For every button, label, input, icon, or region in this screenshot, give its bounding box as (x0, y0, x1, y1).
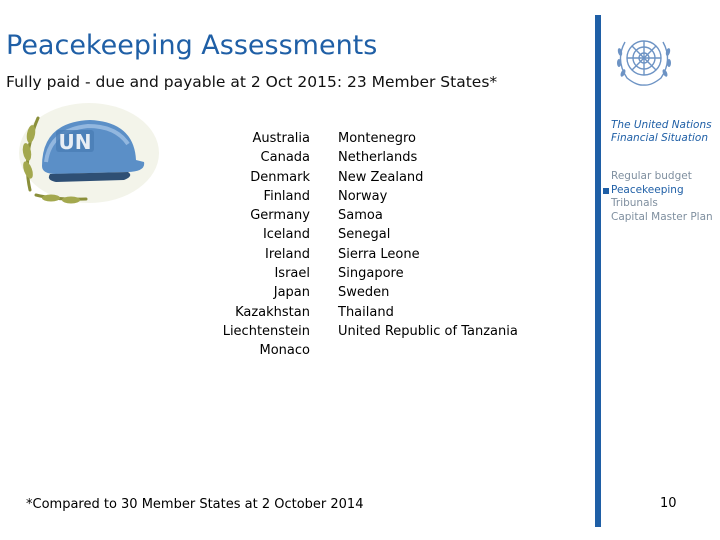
sidebar-item-peacekeeping[interactable]: Peacekeeping (603, 184, 713, 198)
sidebar-title: The United Nations Financial Situation (611, 119, 712, 144)
list-item: Thailand (338, 304, 394, 320)
list-item: Monaco (259, 343, 310, 359)
helmet-label: UN (58, 130, 92, 154)
sidebar-item-capital-master-plan[interactable]: Capital Master Plan (611, 210, 713, 223)
list-item: Kazakhstan (235, 304, 310, 320)
sidebar-divider (595, 15, 601, 527)
list-item: Canada (260, 150, 310, 166)
page-subtitle: Fully paid - due and payable at 2 Oct 2015: 23 Member States* (6, 73, 498, 91)
list-item: Ireland (265, 246, 310, 262)
page-title: Peacekeeping Assessments (6, 30, 378, 61)
list-item: Norway (338, 188, 388, 204)
list-item: New Zealand (338, 169, 424, 185)
list-item: Netherlands (338, 150, 418, 166)
footnote: *Compared to 30 Member States at 2 October 2014 (26, 497, 364, 512)
un-emblem-icon (611, 30, 677, 90)
sidebar-item-regular-budget[interactable]: Regular budget (611, 170, 692, 182)
list-item: Denmark (250, 169, 310, 185)
list-item: Israel (274, 266, 310, 282)
page-number: 10 (660, 496, 677, 511)
list-item: Montenegro (338, 131, 417, 146)
member-states-list-left (223, 129, 310, 361)
list-item: Japan (273, 285, 310, 301)
list-item: Senegal (338, 227, 391, 243)
un-helmet-image (16, 100, 162, 206)
list-item: United Republic of Tanzania (338, 323, 518, 339)
sidebar-menu (603, 170, 713, 224)
list-item: Germany (250, 208, 310, 224)
sidebar-item-tribunals[interactable]: Tribunals (611, 197, 658, 209)
list-item: Sweden (338, 285, 390, 301)
member-states-list-right (338, 129, 518, 341)
list-item: Singapore (338, 266, 404, 282)
list-item: Finland (263, 188, 310, 204)
list-item: Liechtenstein (222, 323, 310, 339)
list-item: Samoa (338, 208, 383, 224)
list-item: Iceland (262, 227, 310, 243)
list-item: Sierra Leone (338, 246, 420, 262)
list-item: Australia (252, 131, 310, 146)
